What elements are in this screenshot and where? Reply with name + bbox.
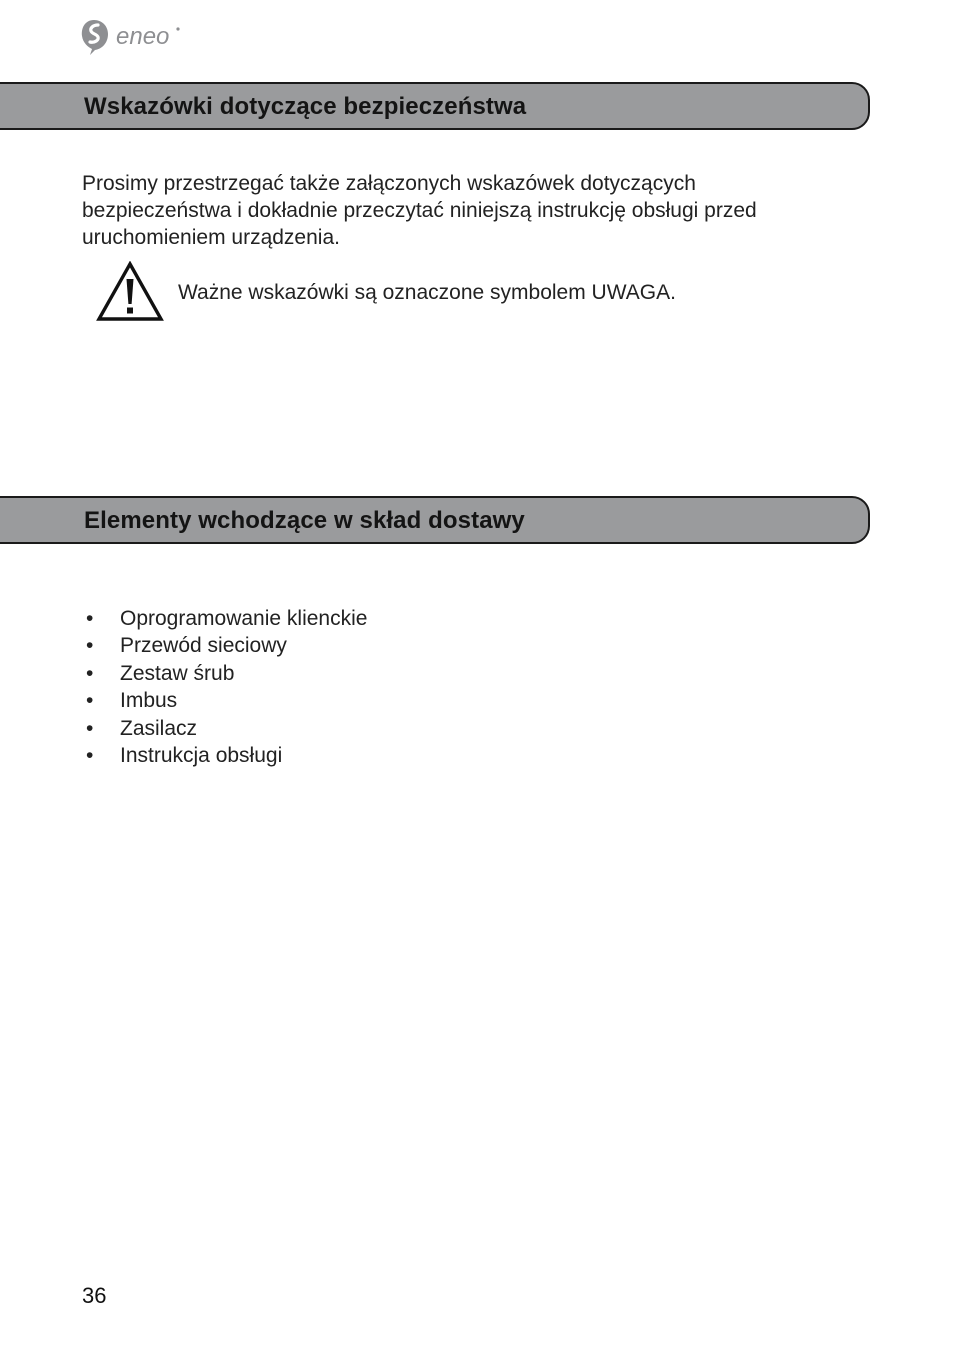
list-item <box>82 632 367 659</box>
section-title-delivery: Elementy wchodzące w skład dostawy <box>84 507 525 534</box>
safety-intro-text <box>82 170 862 251</box>
eneo-logo <box>80 16 190 58</box>
bullet: • <box>86 607 94 630</box>
safety-intro-line: uruchomieniem urządzenia. <box>82 226 340 249</box>
bullet: • <box>86 634 94 658</box>
list-item-label: Zasilacz <box>120 716 198 740</box>
section-header-safety <box>0 82 870 130</box>
list-item <box>82 605 367 632</box>
bullet: • <box>86 689 94 713</box>
section-header-delivery <box>0 496 870 544</box>
list-item <box>82 715 367 742</box>
section-title-safety: Wskazówki dotyczące bezpieczeństwa <box>84 93 527 120</box>
list-item-label: Imbus <box>120 689 178 713</box>
page-number: 36 <box>82 1283 107 1308</box>
list-item <box>82 687 367 714</box>
safety-intro-line: bezpieczeństwa i dokładnie przeczytać niniejszą instrukcję obsługi przed <box>82 199 757 222</box>
list-item-label: Oprogramowanie klienckie <box>120 607 368 630</box>
bullet: • <box>86 744 94 768</box>
list-item-label: Instrukcja obsługi <box>120 744 283 768</box>
warning-note: Ważne wskazówki są oznaczone symbolem UWAGA. <box>178 281 676 304</box>
list-item <box>82 660 367 687</box>
safety-intro-line: Prosimy przestrzegać także załączonych wskazówek dotyczących <box>82 172 696 195</box>
eneo-logo-icon <box>80 16 190 58</box>
delivery-items-list <box>82 605 367 769</box>
list-item-label: Zestaw śrub <box>120 661 235 685</box>
warning-triangle-icon <box>96 261 164 322</box>
bullet: • <box>86 661 94 685</box>
svg-text:eneo: eneo <box>116 23 170 50</box>
list-item <box>82 742 367 769</box>
bullet: • <box>86 716 94 740</box>
list-item-label: Przewód sieciowy <box>120 634 287 658</box>
